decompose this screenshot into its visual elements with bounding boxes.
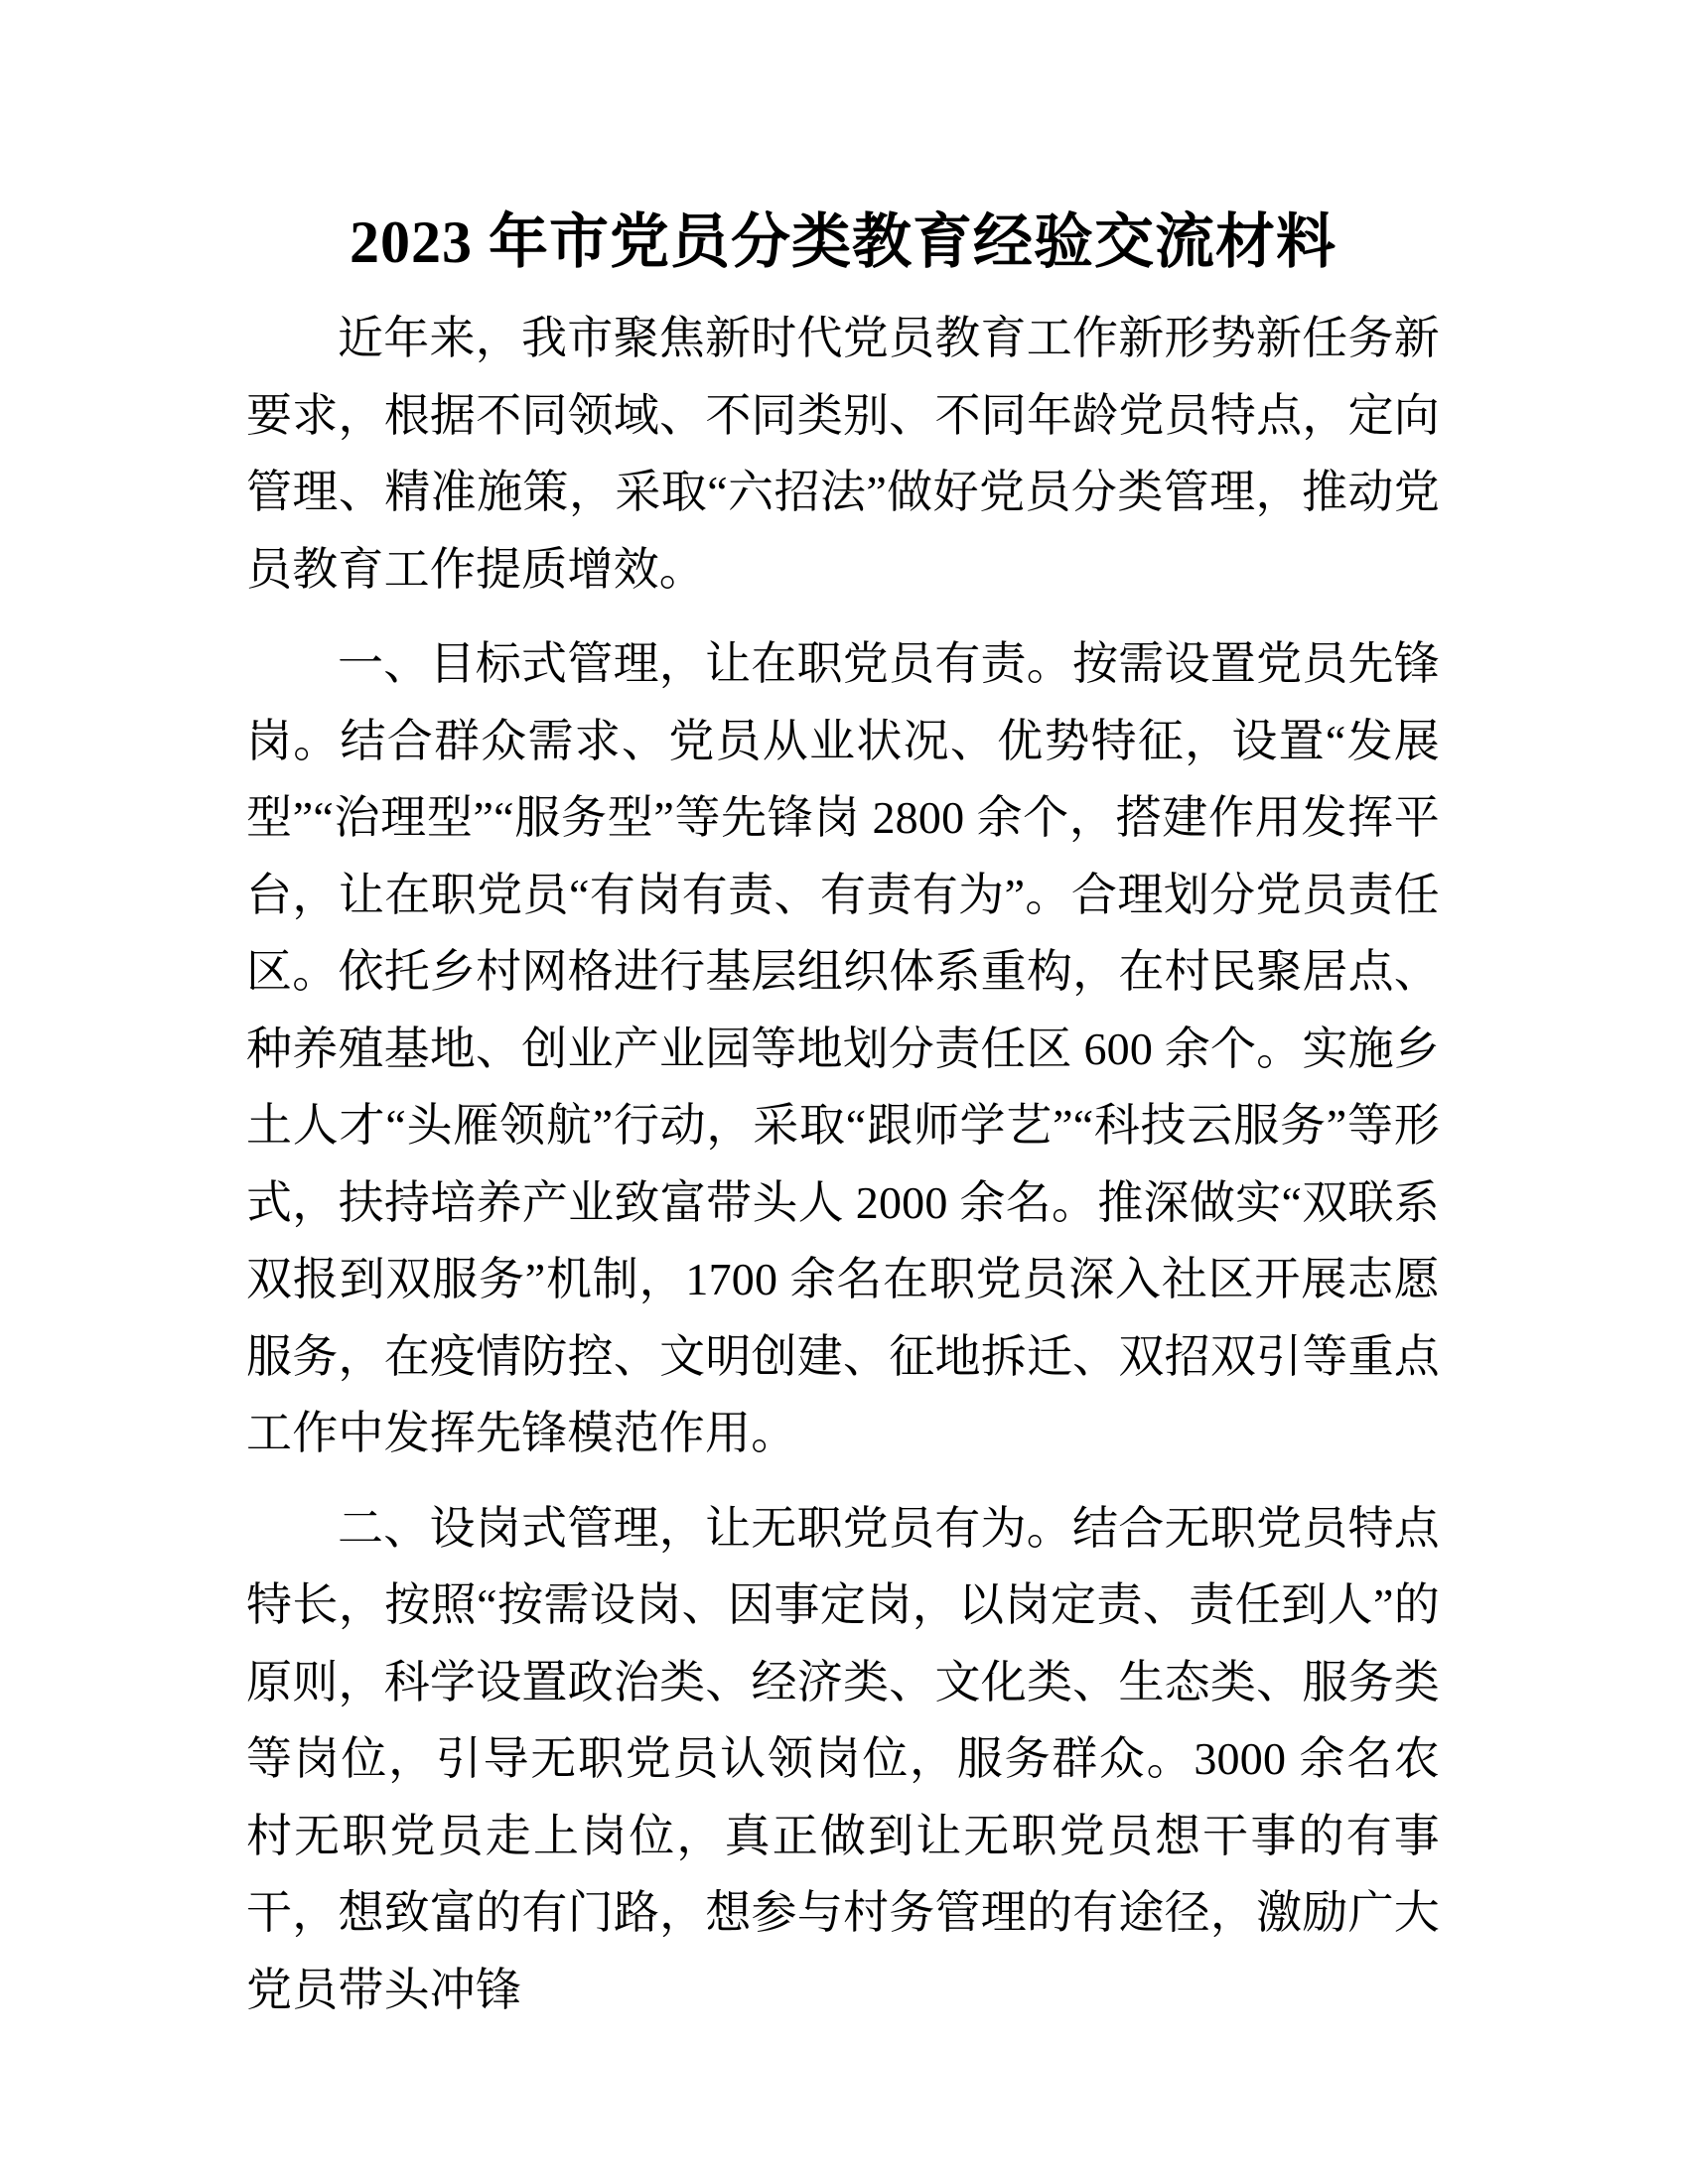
paragraph-section-2: 二、设岗式管理，让无职党员有为。结合无职党员特点特长，按照“按需设岗、因事定岗，以岗定责、责任到人”的原则，科学设置政治类、经济类、文化类、生态类、服务类等岗位，引导无职党员认领岗位，服务群众。3000 余名农村无职党员走上岗位，真正做到让无职党员想干事的有事干，想致富的有门路，想参与村务管理的有途径，激励广大党员带头冲锋 xyxy=(246,1502,1440,2015)
paragraph-intro: 近年来，我市聚焦新时代党员教育工作新形势新任务新要求，根据不同领域、不同类别、不同年龄党员特点，定向管理、精准施策，采取“六招法”做好党员分类管理，推动党员教育工作提质增效。 xyxy=(246,313,1440,595)
paragraph-section-1: 一、目标式管理，让在职党员有责。按需设置党员先锋岗。结合群众需求、党员从业状况、优势特征，设置“发展型”“治理型”“服务型”等先锋岗 2800 余个，搭建作用发挥平台，让在职党员“有岗有责、有责有为”。合理划分党员责任区。依托乡村网格进行基层组织体系重构，在村民聚居点、种养殖基地、创业产业园等地划分责任区 600 余个。实施乡土人才“头雁领航”行动，采取“跟师学艺”“科技云服务”等形式，扶持培养产业致富带头人 2000 余名。推深做实“双联系双报到双服务”机制，1700 余名在职党员深入社区开展志愿服务，在疫情防控、文明创建、征地拆迁、双招双引等重点工作中发挥先锋模范作用。 xyxy=(246,638,1440,1458)
document-title: 2023 年市党员分类教育经验交流材料 xyxy=(350,209,1336,275)
